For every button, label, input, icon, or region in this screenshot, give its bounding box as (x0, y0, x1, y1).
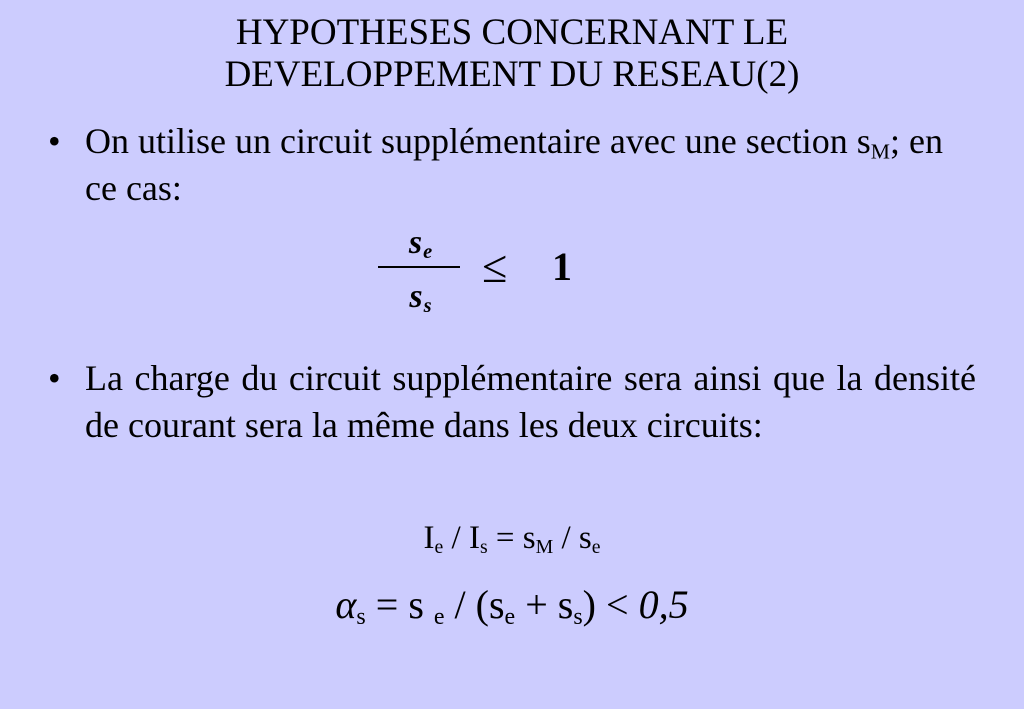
bullet-item-1 (48, 118, 976, 212)
equation-current-ratio (0, 516, 1024, 560)
denominator-base: s (409, 278, 424, 315)
bullet-text-part: ; en ce cas: (85, 121, 943, 208)
eq-subscript: s (573, 604, 583, 630)
bullet-item-2 (48, 355, 976, 449)
eq-value: 0,5 (638, 582, 689, 627)
eq-subscript: s (479, 535, 488, 558)
title-line-1: HYPOTHESES CONCERNANT LE (235, 12, 789, 53)
eq-term: ) < (582, 582, 639, 627)
eq-subscript: s (356, 604, 366, 630)
eq-term: + s (515, 582, 574, 627)
eq-term: / I (443, 520, 480, 556)
eq-subscript: e (434, 535, 444, 558)
relation-rhs: 1 (552, 244, 572, 289)
fraction-denominator (386, 278, 456, 316)
numerator-subscript: e (423, 241, 434, 264)
bullet-marker: • (48, 121, 61, 161)
eq-term: / s (553, 520, 592, 556)
eq-term: / (s (444, 582, 505, 627)
relation-symbol: ≤ (482, 241, 508, 292)
fraction-bar (378, 266, 460, 268)
bullet-text: La charge du circuit supplémentaire sera ainsi que la densité de courant sera la même dans les deux circuits: (85, 358, 976, 445)
eq-subscript: e (504, 604, 516, 630)
eq-subscript: e (591, 535, 601, 558)
title-line-2: DEVELOPPEMENT DU RESEAU(2) (224, 54, 800, 95)
fraction-inequality (372, 222, 612, 322)
alpha-symbol: α (335, 582, 357, 627)
bullet-marker: • (48, 358, 61, 398)
slide-title (0, 12, 1024, 96)
eq-term: = s (487, 520, 536, 556)
numerator-base: s (408, 224, 424, 261)
bullet-text-part: On utilise un circuit supplémentaire avec une section s (85, 121, 871, 161)
fraction-numerator (386, 224, 456, 262)
bullet-text (85, 118, 976, 212)
eq-term: I (423, 520, 435, 556)
subscript: M (870, 139, 890, 164)
eq-subscript: e (433, 604, 445, 630)
eq-term: = s (365, 582, 434, 627)
denominator-subscript: s (423, 295, 433, 318)
equation-alpha (0, 580, 1024, 630)
eq-subscript: M (535, 535, 554, 558)
